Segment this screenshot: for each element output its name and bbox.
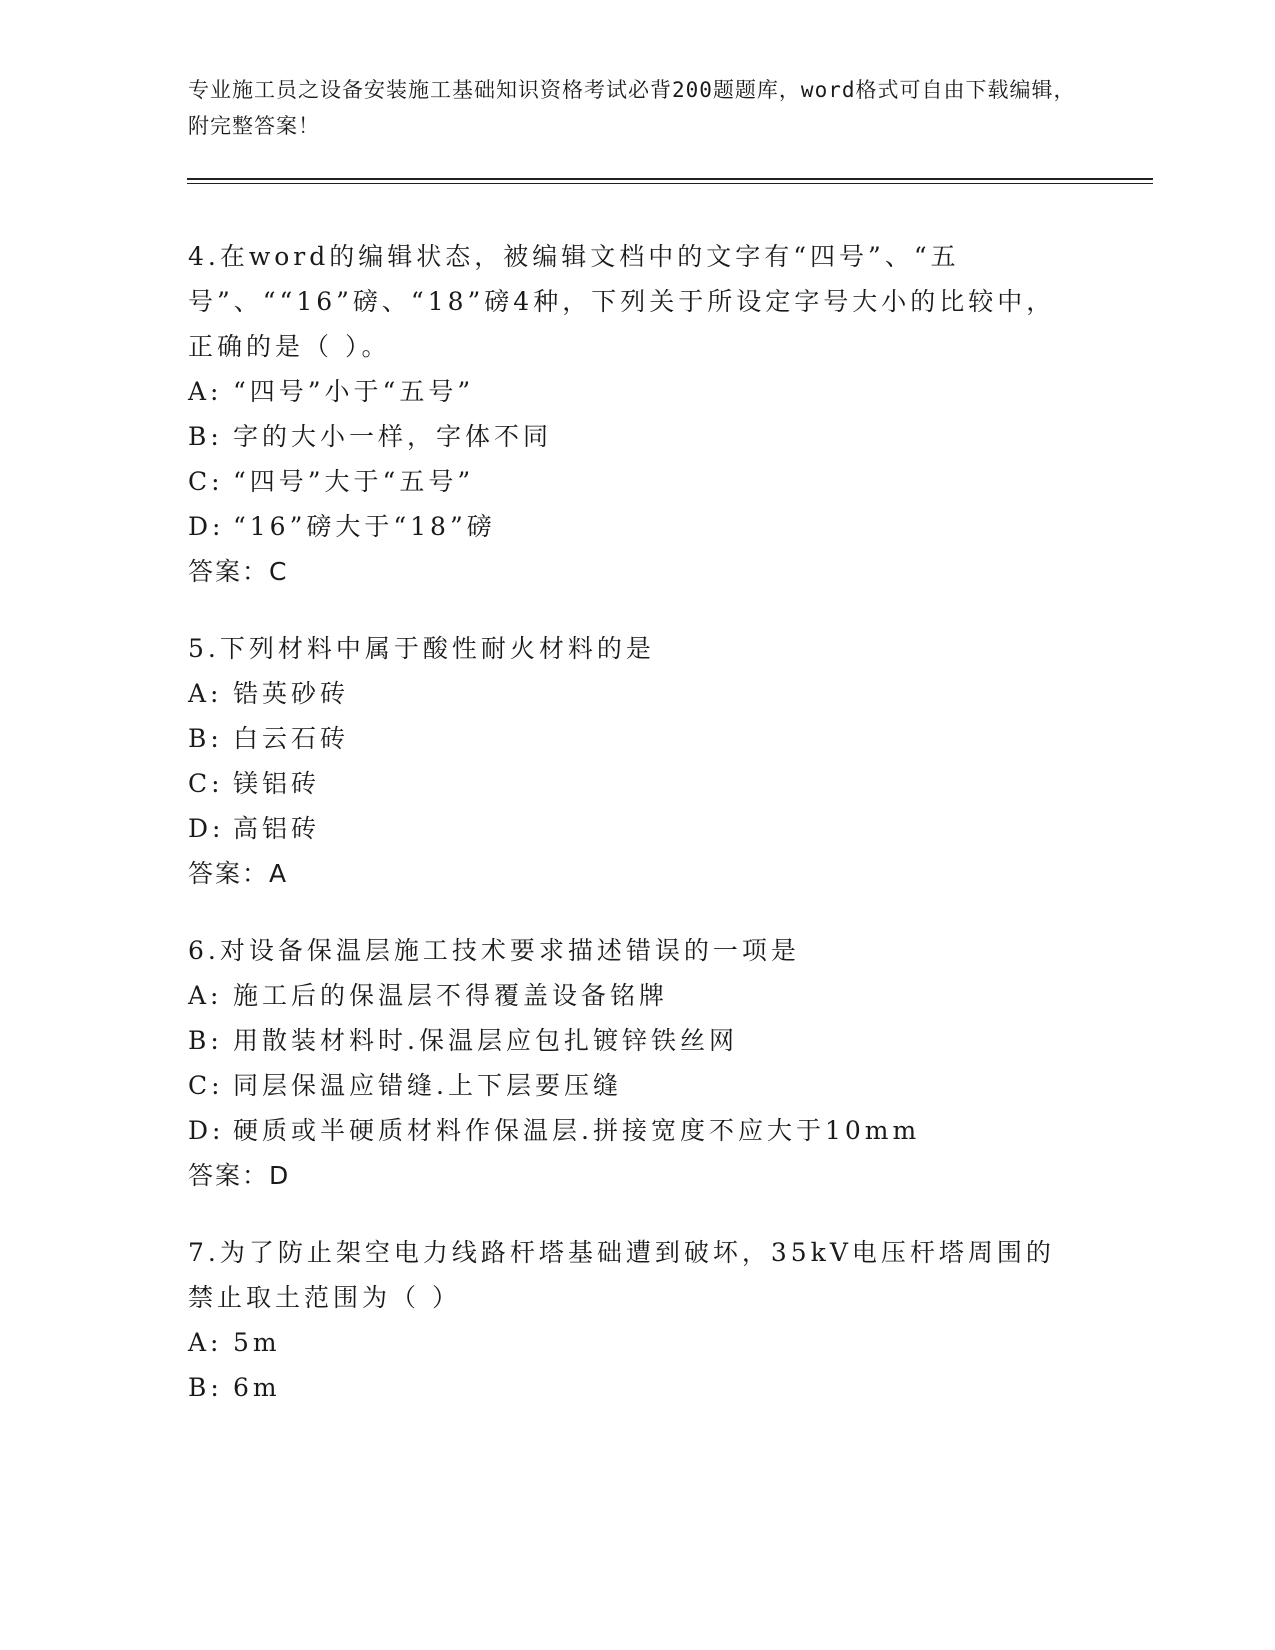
question-number: 6. <box>188 936 220 965</box>
question-number: 5. <box>188 634 220 663</box>
option-letter: A: <box>188 377 223 406</box>
option-c <box>188 1063 1068 1108</box>
question-6 <box>188 928 1068 1198</box>
question-5 <box>188 626 1068 896</box>
question-text: 在word的编辑状态，被编辑文档中的文字有“四号”、“五号”、““16”磅、“18”磅4种，下列关于所设定字号大小的比较中，正确的是（ ）。 <box>188 242 1056 361</box>
option-text: 6m <box>233 1373 281 1402</box>
question-7 <box>188 1230 1068 1410</box>
question-stem <box>188 626 1068 671</box>
question-list <box>188 234 1068 1442</box>
option-letter: A: <box>188 1328 223 1357</box>
option-d <box>188 504 1068 549</box>
option-c <box>188 761 1068 806</box>
option-letter: B: <box>188 422 223 451</box>
option-letter: D: <box>188 814 225 843</box>
option-letter: D: <box>188 1116 225 1145</box>
option-letter: C: <box>188 467 224 496</box>
option-letter: A: <box>188 679 223 708</box>
option-a <box>188 369 1068 414</box>
option-text: 同层保温应错缝.上下层要压缝 <box>233 1071 622 1100</box>
option-text: 锆英砂砖 <box>233 679 350 708</box>
option-letter: B: <box>188 1026 223 1055</box>
option-text: “四号”大于“五号” <box>233 467 475 496</box>
question-text: 下列材料中属于酸性耐火材料的是 <box>219 634 655 663</box>
option-d <box>188 806 1068 851</box>
option-text: 硬质或半硬质材料作保温层.拼接宽度不应大于10mm <box>233 1116 921 1145</box>
option-text: 白云石砖 <box>233 724 350 753</box>
option-b <box>188 1018 1068 1063</box>
header-text: 专业施工员之设备安装施工基础知识资格考试必背200题题库，word格式可自由下载编辑，附完整答案！ <box>188 78 1076 138</box>
option-text: 高铝砖 <box>233 814 321 843</box>
question-stem <box>188 928 1068 973</box>
header-rule-thin <box>187 183 1153 184</box>
option-b <box>188 1365 1068 1410</box>
document-header <box>188 72 1088 144</box>
option-a <box>188 671 1068 716</box>
question-stem <box>188 1230 1068 1320</box>
option-c <box>188 459 1068 504</box>
option-letter: A: <box>188 981 223 1010</box>
option-letter: B: <box>188 1373 223 1402</box>
question-4 <box>188 234 1068 594</box>
option-text: 字的大小一样，字体不同 <box>233 422 553 451</box>
option-letter: B: <box>188 724 223 753</box>
option-letter: D: <box>188 512 225 541</box>
option-text: “四号”小于“五号” <box>233 377 475 406</box>
answer-line: 答案：D <box>188 1161 291 1190</box>
question-stem <box>188 234 1068 369</box>
header-rule-thick <box>187 178 1153 180</box>
question-number: 7. <box>188 1238 220 1267</box>
option-text: 用散装材料时.保温层应包扎镀锌铁丝网 <box>233 1026 738 1055</box>
question-number: 4. <box>188 242 220 271</box>
option-text: 镁铝砖 <box>233 769 321 798</box>
question-text: 为了防止架空电力线路杆塔基础遭到破坏，35kV电压杆塔周围的禁止取土范围为（ ） <box>188 1238 1055 1312</box>
question-text: 对设备保温层施工技术要求描述错误的一项是 <box>219 936 800 965</box>
option-letter: C: <box>188 769 224 798</box>
option-a <box>188 1320 1068 1365</box>
option-text: “16”磅大于“18”磅 <box>233 512 496 541</box>
option-d <box>188 1108 1068 1153</box>
answer-line: 答案：C <box>188 557 289 586</box>
option-text: 施工后的保温层不得覆盖设备铭牌 <box>233 981 669 1010</box>
answer-line: 答案：A <box>188 859 289 888</box>
option-text: 5m <box>233 1328 281 1357</box>
option-b <box>188 716 1068 761</box>
option-letter: C: <box>188 1071 224 1100</box>
option-b <box>188 414 1068 459</box>
option-a <box>188 973 1068 1018</box>
